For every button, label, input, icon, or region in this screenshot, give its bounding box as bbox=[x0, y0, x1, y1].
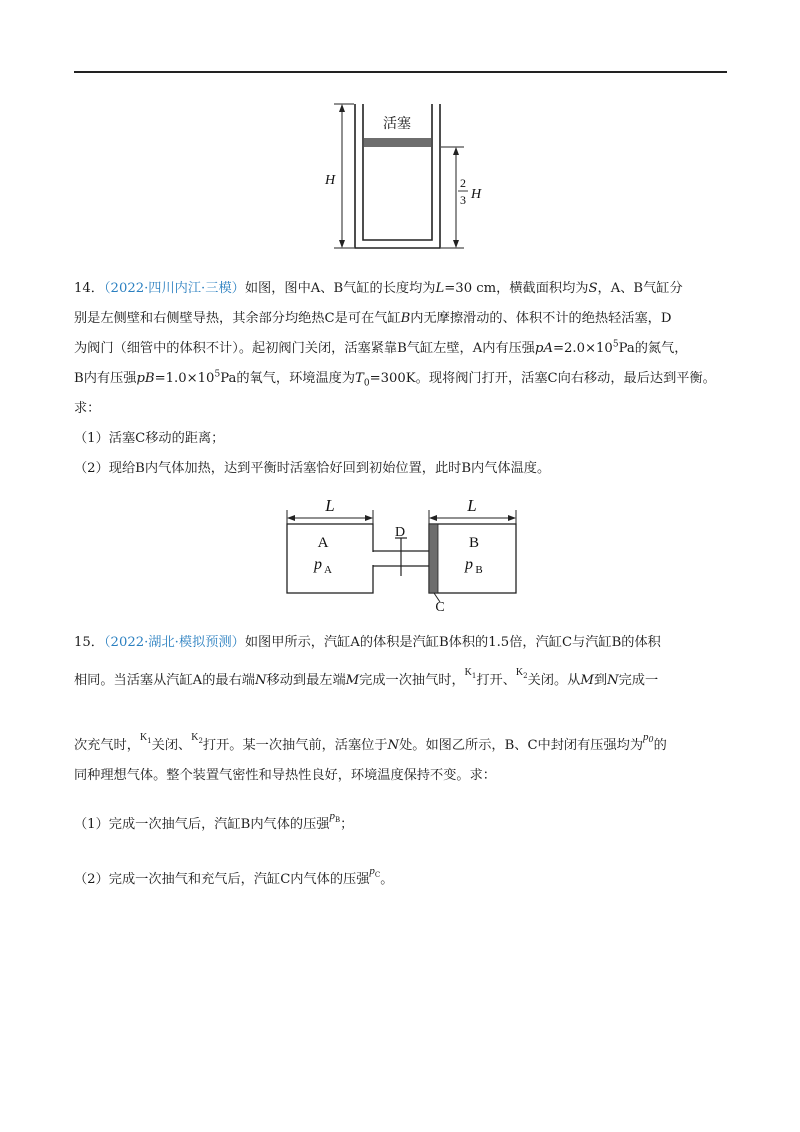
q15-subscript: 1 bbox=[147, 737, 152, 745]
q14-var-pB: pB bbox=[136, 371, 155, 386]
q15-text: 完成一 bbox=[618, 673, 659, 688]
q15-var-N: N bbox=[607, 673, 619, 688]
q15-text: 打开。某一次抽气前，活塞位于 bbox=[202, 738, 388, 753]
q15-var-pB: p bbox=[329, 810, 335, 822]
q15-subquestion-1: （1）完成一次抽气后，汽缸B内气体的压强 bbox=[74, 817, 330, 832]
q15-text: 次充气时， bbox=[74, 738, 140, 753]
q15-text: 同种理想气体。整个装置气密性和导热性良好，环境温度保持不变。求： bbox=[74, 768, 496, 783]
q14-text: 求： bbox=[74, 401, 101, 416]
q14-source: （2022·四川内江·三模） bbox=[103, 281, 245, 296]
question-15 bbox=[74, 628, 734, 895]
q15-text: 移动到最左端 bbox=[266, 673, 346, 688]
fraction-numerator: 2 bbox=[460, 176, 466, 190]
q14-text: ，A、B气缸分 bbox=[597, 281, 683, 296]
q15-text: 完成一次抽气时， bbox=[359, 673, 465, 688]
q15-subscript: 2 bbox=[198, 737, 203, 745]
q14-text: 为阀门（细管中的体积不计）。起初阀门关闭，活塞紧靠B气缸左壁，A内有压强 bbox=[74, 341, 535, 356]
q15-text: 关闭。从 bbox=[527, 673, 581, 688]
q14-var-B: B bbox=[400, 311, 411, 326]
q15-subquestion-2: （2）完成一次抽气和充气后，汽缸C内气体的压强 bbox=[74, 872, 370, 887]
q14-text: =1.0×10 bbox=[154, 371, 215, 386]
q15-text: 。 bbox=[380, 872, 394, 887]
q15-text: 的 bbox=[653, 738, 667, 753]
q15-source: （2022·湖北·模拟预测） bbox=[103, 635, 245, 650]
cylinder-a bbox=[287, 524, 373, 593]
cylinder-a-label: A bbox=[317, 535, 329, 551]
q15-number: 15． bbox=[74, 635, 104, 650]
piston-c-label: C bbox=[435, 600, 445, 614]
piston-c bbox=[429, 524, 438, 593]
q15-text: 到 bbox=[593, 673, 608, 688]
q15-var-pC: p bbox=[369, 865, 375, 877]
pressure-b-label: p bbox=[465, 556, 473, 573]
piston-cylinder-figure bbox=[318, 96, 488, 252]
q14-exponent: 5 bbox=[612, 339, 619, 350]
q15-valve-k1: K bbox=[464, 667, 472, 678]
q15-subscript: C bbox=[374, 871, 381, 879]
q14-text: =30 cm，横截面积均为 bbox=[444, 281, 589, 296]
q15-valve-k2: K bbox=[191, 732, 199, 743]
q15-var-N: N bbox=[254, 673, 267, 688]
q14-var-T0: T bbox=[355, 371, 364, 386]
height-label: H bbox=[324, 173, 336, 188]
q14-var-S: S bbox=[588, 281, 598, 296]
fraction-denominator: 3 bbox=[460, 193, 466, 207]
q15-text: 处。如图乙所示，B、C中封闭有压强均为 bbox=[399, 738, 644, 753]
q15-subscript: B bbox=[334, 816, 341, 824]
top-rule bbox=[74, 71, 727, 73]
q14-text: Pa的氧气，环境温度为 bbox=[220, 371, 356, 386]
q14-text: 如图，图中A、B气缸的长度均为 bbox=[244, 281, 436, 296]
q14-var-L: L bbox=[435, 281, 445, 296]
q15-var-M: M bbox=[345, 673, 360, 688]
q14-text: Pa的氮气， bbox=[618, 341, 688, 356]
q15-text: ； bbox=[340, 817, 354, 832]
q14-subquestion-2: （2）现给B内气体加热，达到平衡时活塞恰好回到初始位置，此时B内气体温度。 bbox=[74, 461, 551, 476]
q15-text: 打开、 bbox=[476, 673, 516, 688]
q15-text: 如图甲所示，汽缸A的体积是汽缸B体积的1.5倍，汽缸C与汽缸B的体积 bbox=[244, 635, 661, 650]
cylinders-ab-figure bbox=[276, 496, 526, 614]
q15-text: 相同。当活塞从汽缸A的最右端 bbox=[74, 673, 255, 688]
q15-subscript: 1 bbox=[471, 672, 477, 680]
q14-text: =300K。现将阀门打开，活塞C向右移动，最后达到平衡。 bbox=[369, 371, 716, 386]
q15-var-M: M bbox=[580, 673, 594, 688]
q14-number: 14． bbox=[74, 281, 104, 296]
q14-text: 别是左侧壁和右侧壁导热，其余部分均绝热C是可在气缸 bbox=[74, 311, 401, 326]
q14-exponent: 5 bbox=[214, 369, 221, 380]
q15-subscript: 2 bbox=[523, 672, 528, 680]
q14-var-pA: pA bbox=[535, 341, 553, 356]
q14-text: =2.0×10 bbox=[552, 341, 613, 356]
valve-label: D bbox=[394, 525, 406, 540]
q14-text: 内无摩擦滑动的、体积不计的绝热轻活塞，D bbox=[410, 311, 672, 326]
fraction-height-label: H bbox=[470, 187, 482, 202]
piston bbox=[364, 138, 431, 147]
q15-text: 关闭、 bbox=[151, 738, 192, 753]
q15-var-N: N bbox=[387, 738, 400, 753]
q15-var-p0: p bbox=[643, 731, 649, 743]
cylinder-b-label: B bbox=[468, 535, 480, 551]
pressure-a-subscript: A bbox=[324, 564, 332, 576]
piston-label: 活塞 bbox=[383, 117, 411, 132]
pressure-b-subscript: B bbox=[475, 564, 483, 576]
q14-subscript: 0 bbox=[363, 378, 370, 389]
q15-valve-k1: K bbox=[139, 732, 148, 743]
pressure-a-label: p bbox=[314, 556, 322, 573]
q15-valve-k2: K bbox=[515, 667, 524, 678]
q14-subquestion-1: （1）活塞C移动的距离； bbox=[74, 431, 225, 446]
question-14 bbox=[74, 274, 734, 484]
length-label-right: L bbox=[467, 496, 477, 515]
q14-text: B内有压强 bbox=[74, 371, 137, 386]
q15-subscript: 0 bbox=[648, 735, 654, 744]
length-label-left: L bbox=[325, 496, 335, 515]
